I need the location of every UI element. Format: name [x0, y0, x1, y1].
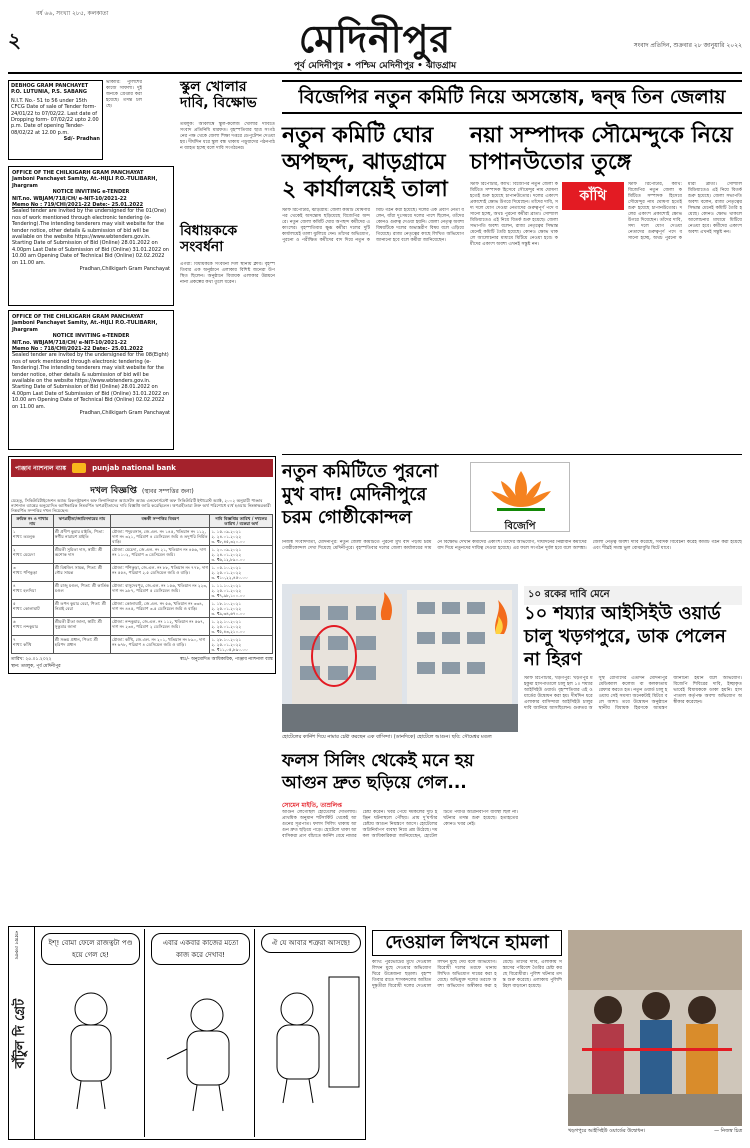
pnb-bank-english: punjab national bank	[92, 464, 176, 472]
pnb-cell-branch	[12, 582, 54, 600]
tender-chilkigarh-1	[8, 166, 174, 306]
tender-chilkigarh-1-addr: Jamboni Panchayet Samity, At.-HIJLI P.O.-TULIBARH, Jhargram	[12, 176, 158, 189]
pnb-notice-sub: (স্থাবর সম্পত্তির জন্য)	[141, 488, 194, 495]
pnb-cell-property: মৌজা: কাঁথি, জে.এল. নং ২০১, খতিয়ান নং ৮৯০, দাগ নং ৬৭৮, পরিমাণ ৪ ডেসিমেল জমি ও বাড়ি।	[111, 636, 210, 654]
pnb-row-number: ৭	[13, 637, 16, 642]
medinipur-headline: নতুন কমিটিতে পুরনো মুখ বাদ! মেদিনীপুরে চরম গোষ্ঠীকোন্দল	[282, 461, 439, 528]
pnb-cell-property: মৌজা: মেচেদা, জে.এল. নং ২১, খতিয়ান নং ৪৫৬, দাগ নং ১১০২, পরিমাণ ৩ ডেসিমেল জমি।	[111, 546, 210, 564]
tender-debhog-sign: Sd/- Pradhan	[63, 136, 100, 143]
bjp-logo	[470, 462, 570, 532]
tender-chilkigarh-1-title: OFFICE OF THE CHILKIGARH GRAM PANCHAYAT	[12, 170, 144, 176]
tender-chilkigarh-1-nit: NIT.no. WBJAM/718/CH/ e-NIT-10/2021-22	[12, 195, 127, 202]
pnb-row-number: ৩	[13, 565, 16, 570]
pnb-row-number: ৪	[13, 583, 16, 588]
tender-chilkigarh-2-title: OFFICE OF THE CHILKIGARH GRAM PANCHAYAT	[12, 314, 144, 320]
tender-chilkigarh-1-memo: Memo No : 719/CHI/2021-22 Date:- 25.01.2022	[12, 202, 144, 209]
bjp-logo-text: বিজেপি	[504, 521, 536, 532]
wall-body: কাঁথি: পুরভোটের মুখে দেওয়াল লিখন মুছে দেওয়ার অভিযোগ ঘিরে উত্তেজনা ছড়াল। বৃহস্পতিবার রাতে শাসকদলের আশ্রিত দুষ্কৃতীরা বিরোধী দলের দেওয়াল লিখন মুছে দেয় বলে অভিযোগ। বিরোধী দলের তরফে থানায় লিখিত অভিযোগ দায়ের করা হয়েছে। অভিযুক্ত দলের তরফে অবশ্য অভিযোগ অস্বীকার করা হয়েছে। তাঁদের দাবি, এলাকায় সন্ত্রাসের পরিবেশ তৈরির চেষ্টা করছে বিরোধীরা। পুলিশ ঘটনার তদন্ত শুরু করেছে। এলাকায় পুলিশি টহল বাড়ানো হয়েছে।	[372, 960, 562, 989]
pnb-notice	[8, 456, 276, 674]
cartoon-panel-2-bubble: এবার একবার কাজের মতো কাজ করে দেখাব!	[151, 933, 250, 965]
pnb-cell-dates: ১. ১৫.০৯.২০২১ ২. ২৪.০১.২০২২ ৩. ₹৮,৪৫,৩২০.০০	[210, 528, 273, 546]
icu-kicker: ১০ রকের দাবি মেনে	[524, 586, 742, 605]
pnb-cell-dates: ১. ১১.১০.২০২১ ২. ২৫.০১.২০২২ ৩. ₹৭,৯৮,১০০.০০	[210, 582, 273, 600]
fire-photo-caption: হোটেলের কার্নিশ দিয়ে নামার চেষ্টা করছেন এক বাসিন্দা। (ডানদিকে) হোটেলে আগুন। ছবি: সৌমেশ্বর মণ্ডল	[282, 734, 492, 740]
pnb-row-branch: শাখা: তমলুক	[13, 534, 35, 539]
fire-headline: ফলস সিলিং থেকেই মনে হয় আগুন দ্রুত ছড়িয়ে গেল...	[282, 751, 474, 793]
pnb-cell-property: মৌজা: নন্দকুমার, জে.এল. নং ১১২, খতিয়ান নং ৫৬৭, দাগ নং ২৩৪, পরিমাণ ২ ডেসিমেল জমি।	[111, 618, 210, 636]
tender-chilkigarh-2	[8, 310, 174, 450]
lead-banner-text: বিজেপির নতুন কমিটি নিয়ে অসন্তোষ, দ্বন্দ্ব তিন জেলায়	[298, 86, 726, 108]
cartoon-panel-3	[257, 929, 365, 1137]
tender-chilkigarh-2-addr: Jamboni Panchayet Samity, At.-HIJLI P.O.-TULIBARH, Jhargram	[12, 320, 158, 333]
pnb-cell-branch	[12, 564, 54, 582]
masthead-title: মেদিনীপুর	[298, 17, 452, 61]
table-row	[12, 546, 273, 564]
icu-photo-caption	[568, 1128, 742, 1134]
school-headline: স্কুল খোলার দাবি, বিক্ষোভ	[180, 79, 257, 111]
icu-photo	[568, 930, 742, 1126]
fire-photo	[282, 584, 518, 732]
pnb-cell-branch	[12, 636, 54, 654]
masthead-regions: পূর্ব মেদিনীপুর • পশ্চিম মেদিনীপুর • ঝাড়গ্রাম	[293, 61, 457, 71]
pnb-row-branch: শাখা: কাঁথি	[13, 642, 32, 647]
tender-chilkigarh-1-sign: Pradhan,Chilkigarh Gram Panchayat	[79, 266, 170, 273]
pnb-row-branch: শাখা: মেচেদা	[13, 552, 35, 557]
tender-debhog-body: N.I.T. No.- 51 to 56 under 15th CFCG Date of sale of Tender form- 24/01/22 to 07/02/22. Last date of Dropping form- 07/02/22 upto 2.00 p.m. Date of opening Tender- 08/02/22 at 12.00 p.m.	[11, 97, 99, 136]
cartoon-panel-3-bubble: ঐ যে আবার শত্রুরা আসছে!	[261, 933, 361, 953]
tender-debhog-title: DEBHOG GRAM PANCHAYET P.O. LUTUNIA, P.S. SABANG	[11, 83, 89, 96]
tender-chilkigarh-1-dates: Starting Date of Submission of Bid (Online) 28.01.2022 on 4.00pm Last Date of Submission of Bid (Online) 31.01.2022 on 10.00 am Opening Date of Technical Bid (Online) 02.02.2022 on 11.00 am.	[12, 240, 169, 266]
tender-chilkigarh-2-notice: NOTICE INVITING e-TENDER	[52, 333, 130, 340]
date-line: সংবাদ প্রতিদিন, শুক্রবার ২৮ জানুয়ারি ২০২২	[633, 42, 742, 49]
pnb-cell-branch	[12, 600, 54, 618]
pnb-cell-borrower: শ্রী তপন কুমার বেরা, পিতা: শ্রী নিমাই বেরা	[53, 600, 110, 618]
pnb-row-branch: শাখা: নন্দকুমার	[13, 624, 39, 629]
cartoon-series-title-text: বাঁটুল দি গ্রেট	[13, 998, 29, 1068]
tender-chilkigarh-2-sign: Pradhan,Chilkigarh Gram Panchayat	[79, 410, 170, 417]
masthead-rule	[8, 72, 742, 74]
pnb-cell-branch	[12, 618, 54, 636]
jhargram-body: স্টাফ রিপোর্টার, ঝাড়গ্রাম: জেলা কমিটি ঘোষণার পর থেকেই অসন্তোষ ছড়িয়েছে বিজেপির অন্দরে। নতুন জেলা কমিটি ঘোর অপছন্দ কর্মীদের একাংশের। বৃহস্পতিবার ক্ষুব্ধ কর্মীরা দলের দুটি কার্যালয়েই তালা ঝুলিয়ে দেন। তাঁদের অভিযোগ, পুরনো ও পরীক্ষিত কর্মীদের বাদ দিয়ে নতুন কমিটি গঠন করা হয়েছে। দলের এক প্রবীণ নেতা বলেন, যাঁরা দুঃসময়ে দলের পাশে ছিলেন, তাঁদের কোনও গুরুত্ব দেওয়া হয়নি। জেলা নেতৃত্ব অবশ্য বিষয়টিকে দলের অভ্যন্তরীণ বিষয় বলে এড়িয়ে গিয়েছে। রাজ্য নেতৃত্বের কাছে লিখিত অভিযোগ জানানো হবে বলে কর্মীরা জানিয়েছেন।	[282, 208, 464, 243]
jhargram-headline: নতুন কমিটি ঘোর অপছন্দ, ঝাড়গ্রামে ২ কার্যালয়েই তালা	[282, 123, 448, 202]
pnb-intro: যেহেতু, সিকিউরিটাইজেশন অ্যান্ড রিকনস্ট্রাকশন অফ ফিনান্সিয়াল অ্যাসেটস অ্যান্ড এনফোর্সমেন্ট অফ সিকিউরিটি ইন্টারেস্ট অ্যাক্ট, ২০০২ অনুযায়ী পাঞ্জাব ন্যাশনাল ব্যাঙ্কের অনুমোদিত আধিকারিক নিম্নবর্ণিত ঋণগ্রহীতাদের দাবি বিজ্ঞপ্তি জারি করেছিলেন। ঋণগ্রহীতারা উক্ত অর্থ পরিশোধে ব্যর্থ হওয়ায় নিম্নস্বাক্ষরকারী নিম্নবর্ণিত সম্পত্তির দখল নিয়েছেন।	[11, 498, 271, 513]
pnb-cell-property: মৌজা: পদুমবসান, জে.এল. নং ১৪৫, খতিয়ান নং ১১২, দাগ নং ৩২১, পরিমাণ ৪ ডেসিমেল জমি ও তদুপরি নির্মিত বাড়ি।	[111, 528, 210, 546]
pnb-row-number: ১	[13, 529, 16, 534]
school-body: তমলুক: অবিলম্বে স্কুল-কলেজ খোলার দাবিতে সংবাদ প্রতিনিধি মারফত। বৃহস্পতিবার ছাত্র সংগঠনের পক্ষ থেকে জেলা শিক্ষা দপ্তরে ডেপুটেশন দেওয়া হয়। দীর্ঘদিন ধরে স্কুল বন্ধ থাকায় পড়ুয়াদের পঠনপাঠন ব্যাহত হচ্ছে বলে দাবি সংগঠনের।	[180, 122, 275, 151]
fire-body: আগুন লেগেছিল হোটেলের দোতলায়। প্রাথমিক অনুমান শর্টসার্কিট থেকেই আগুনের সূত্রপাত। ফলস সিলিং থাকায় আগুন দ্রুত ছড়িয়ে পড়ে। হোটেলে থাকা আবাসিকরা প্রাণ বাঁচাতে কার্নিশ বেয়ে নামার চেষ্টা করেন। খবর পেয়ে দমকলের দুটি ইঞ্জিন ঘটনাস্থলে পৌঁছয়। প্রায় দু’ঘণ্টার চেষ্টায় আগুন নিয়ন্ত্রণে আসে। হোটেলের অগ্নিনির্বাপণ ব্যবস্থা নিয়ে প্রশ্ন উঠেছে। দমকল আধিকারিকরা জানিয়েছেন, হোটেলটিতে পর্যাপ্ত অগ্নিনির্বাপণ ব্যবস্থা ছিল না। ঘটনার তদন্ত শুরু হয়েছে। হতাহতের কোনও খবর নেই।	[282, 810, 518, 839]
left-column-text: ভাকারি: পুলিশের কাজে সাফল্য। দুই জনকে গ্রেপ্তার করা হয়েছে। তদন্ত চলছে।	[106, 80, 142, 109]
cartoon-character-icon	[37, 969, 145, 1119]
cartoon-character-icon	[147, 969, 255, 1119]
pnb-cell-property: মৌজা: পাঁশকুড়া, জে.এল. নং ৮৮, খতিয়ান নং ৭৭৮, দাগ নং ৫৫৪, পরিমাণ ২.৫ ডেসিমেল জমি ও বাড়ি।	[111, 564, 210, 582]
pnb-cell-property: মৌজা: কোলাঘাট, জে.এল. নং ৫৬, খতিয়ান নং ৩৩৪, দাগ নং ৪৪৫, পরিমাণ ৩.৫ ডেসিমেল জমি ও বাড়ি।	[111, 600, 210, 618]
kanthi-tag-text: কাঁথি	[579, 188, 607, 204]
pnb-header	[11, 459, 273, 477]
pnb-col-header: ঋণগ্রহীতা/জামিনদারের নাম	[53, 515, 110, 528]
kanthi-tag	[562, 182, 624, 210]
lotus-icon	[471, 463, 571, 515]
table-row	[12, 582, 273, 600]
fire-building-illustration	[282, 584, 518, 732]
table-row	[12, 636, 273, 654]
bishayak-body: এগরা: বিধায়ককে সংবর্ধনা দিল স্থানীয় ক্লাব। বৃহস্পতিবার এক অনুষ্ঠানে এলাকার বিশিষ্ট জনেরা উপস্থিত ছিলেন। অনুষ্ঠানে বিধায়ক এলাকার উন্নয়নে নানা প্রকল্পের কথা তুলে ধরেন।	[180, 262, 275, 285]
tender-chilkigarh-1-body: Sealed tender are invited by the undersigned for the 01(One) nos of work mentioned through electronic tendering (e-Tendering).The intending tenderers may visit website for the tender notice, other details & submission of bid will be available on the website https://www.wbtenders.gov.in.	[12, 208, 167, 241]
cartoon-panel-1	[37, 929, 145, 1137]
pnb-cell-borrower: শ্রী প্রদীপ কুমার মাইতি, পিতা: স্বর্গীয় নারায়ণ মাইতি	[53, 528, 110, 546]
pnb-row-number: ২	[13, 547, 16, 552]
pnb-cell-borrower: শ্রীমতী সুমিতা দাস, স্বামী: শ্রী অশোক দাস	[53, 546, 110, 564]
tender-chilkigarh-2-memo: Memo No : 718/CHI/2021-22 Date:- 25.01.2022	[12, 346, 144, 353]
icu-body: স্টাফ রিপোর্টার, খড়গপুর: খড়গপুর মহকুমা হাসপাতালে চালু হল ১০ শয্যার আইসিইউ ওয়ার্ড। বৃহস্পতিবার এই ওয়ার্ডের উদ্বোধন করা হয়। দীর্ঘদিন ধরে এলাকার বাসিন্দারা আইসিইউ চালুর দাবি জানিয়ে আসছিলেন। গুরুতর অসুস্থ রোগীদের এতদিন মেদিনীপুর মেডিক্যাল কলেজ বা কলকাতায় রেফার করতে হত। নতুন ওয়ার্ড চালু হওয়ায় সেই সমস্যা অনেকটাই মিটবে বলে আশা। তবে উদ্বোধন অনুষ্ঠানে স্থানীয় বিধায়ক হিরণকে আমন্ত্রণ জানানো হয়নি বলে অভিযোগ। বিজেপি শিবিরের দাবি, ইচ্ছাকৃতভাবেই বিধায়ককে ডাকা হয়নি। হাসপাতাল কর্তৃপক্ষ অবশ্য অভিযোগ অস্বীকার করেছেন।	[524, 676, 742, 711]
pnb-row-number: ৬	[13, 619, 16, 624]
pnb-row-branch: শাখা: কোলাঘাট	[13, 606, 40, 611]
cartoon-panel-1-bubble: ইশ্! বোমা ফেলে রাজত্বটা পণ্ড হয়ে গেল হে!	[41, 933, 140, 965]
fire-byline: সোমেন মাইতি, তাম্রলিপ্ত	[282, 802, 342, 809]
pnb-footer-sign: স্বাঃ/- অনুমোদিত আধিকারিক, পাঞ্জাব ন্যাশনাল ব্যাঙ্ক	[179, 657, 273, 662]
pnb-row-number: ৫	[13, 601, 16, 606]
pnb-cell-dates: ১. ২৮.১০.২০২১ ২. ২৫.০১.২০২২ ৩. ₹১১,০৫,৮৯০.০০	[210, 636, 273, 654]
icu-photo-credit: — নিজস্ব চিত্র	[714, 1128, 742, 1134]
pnb-cell-dates: ১. ২০.০৯.২০২১ ২. ২৪.০১.২০২২ ৩. ₹৬,১২,৮৯০.০০	[210, 546, 273, 564]
pnb-cell-borrower: শ্রীমতী রীতা জানা, স্বামী: শ্রী সুকুমার জানা	[53, 618, 110, 636]
kanthi-headline: নয়া সম্পাদক সৌমেন্দুকে নিয়ে চাপানউতোর তুঙ্গে	[470, 123, 733, 175]
pnb-row-branch: শাখা: হলদিয়া	[13, 588, 36, 593]
tender-debhog	[8, 80, 103, 160]
pnb-cell-branch	[12, 528, 54, 546]
kanthi-body-col2: স্টাফ রিপোর্টার, কাঁথি: বিজেপির নতুন জেলা কমিটিতে সম্পাদক হিসেবে সৌমেন্দুর নাম ঘোষণা হতেই শুরু হয়েছে চাপানউতোর। দলের একাংশ প্রকাশ্যেই ক্ষোভ উগরে দিয়েছেন। তাঁদের দাবি, সদ্য দলে যোগ দেওয়া নেতাদের গুরুত্বপূর্ণ পদে বসানো হচ্ছে, অথচ পুরনো কর্মীরা ব্রাত্য। সোশ্যাল মিডিয়াতেও এই নিয়ে বিতর্ক শুরু হয়েছে। জেলা সভাপতি অবশ্য বলেন, রাজ্য নেতৃত্বের সিদ্ধান্ত মেনেই কমিটি তৈরি হয়েছে। কোনও ক্ষোভ থাকলে আলোচনার মাধ্যমে মিটিয়ে নেওয়া হবে। কর্মীদের একাংশ অবশ্য এখনই সন্তুষ্ট নন।	[628, 182, 742, 241]
pnb-logo-icon	[72, 463, 86, 473]
medinipur-body: নিজস্ব সংবাদদাতা, মেদিনীপুর: নতুন জেলা কমিটিতে পুরনো মুখ বাদ পড়ায় চরম গোষ্ঠীকোন্দল দেখা দিয়েছে মেদিনীপুরে। বৃহস্পতিবার দলের জেলা কার্যালয়ের সামনে বিক্ষোভ দেখান কর্মীদের একাংশ। তাঁদের অভিযোগ, দীর্ঘদিনের নিষ্ঠাবান কর্মীদের বাদ দিয়ে নতুনদের দায়িত্ব দেওয়া হয়েছে। এর ফলে সংগঠন দুর্বল হবে বলে আশঙ্কা। জেলা নেতৃত্ব অবশ্য দাবি করেছে, সবদিক বিবেচনা করেই কমিটি গঠন করা হয়েছে এবং শীঘ্রই সমস্ত ভুল বোঝাবুঝি মিটে যাবে।	[282, 540, 742, 551]
pnb-col-header: বন্ধকী সম্পত্তির বিবরণ	[111, 515, 210, 528]
tender-chilkigarh-1-notice: NOTICE INVITING e-TENDER	[52, 189, 130, 196]
icu-inauguration-illustration	[568, 930, 742, 1126]
pnb-footer-place: তারিখ: ২৫.০১.২০২২ স্থান: তমলুক, পূর্ব মেদিনীপুর	[11, 657, 61, 669]
table-row	[12, 528, 273, 546]
pnb-cell-dates: ১. ০৫.১০.২০২১ ২. ২৫.০১.২০২২ ৩. ₹১০,২২,৪৫০.০০	[210, 564, 273, 582]
pnb-cell-borrower: শ্রী বিশ্বজিৎ সামন্ত, পিতা: শ্রী গৌর সামন্ত	[53, 564, 110, 582]
tender-chilkigarh-2-nit: NIT.no. WBJAM/718/CH/ e-NIT-10/2021-22	[12, 339, 127, 346]
table-row	[12, 618, 273, 636]
cartoon-character-icon	[257, 957, 365, 1107]
cartoon-credit: নারায়ণ দেবনাথ	[13, 931, 18, 960]
pnb-cell-property: মৌজা: বাসুদেবপুর, জে.এল. নং ১৫৬, খতিয়ান নং ২২৩, দাগ নং ৯৮৭, পরিমাণ ৫ ডেসিমেল জমি।	[111, 582, 210, 600]
pnb-cell-dates: ১. ২২.১০.২০২১ ২. ২৫.০১.২০২২ ৩. ₹৫,৪৩,২১০.০০	[210, 618, 273, 636]
tender-chilkigarh-2-dates: Starting Date of Submission of Bid (Online) 28.01.2022 on 4.00pm Last Date of Submission of Bid (Online) 31.01.2022 on 10.00 am Opening Date of Technical Bid (Online) 02.02.2022 on 11.00 am.	[12, 384, 169, 410]
tender-chilkigarh-2-body: Sealed tender are invited by the undersigned for the 08(Eight) nos of work mentioned through electronic tendering (e-Tendering).The intending tenderers may visit website for the tender notice, other details & submission of bid will be available on the website https://www.wbtenders.gov.in.	[12, 352, 169, 385]
pnb-row-branch: শাখা: পাঁশকুড়া	[13, 570, 38, 575]
lead-divider	[282, 454, 742, 455]
table-row	[12, 564, 273, 582]
icu-headline: ১০ শয্যার আইসিইউ ওয়ার্ড চালু খড়গপুরে, ডাক পেলেন না হিরণ	[524, 603, 726, 670]
icu-photo-caption-text: খড়গপুরে আইসিইউ ওয়ার্ডের উদ্বোধন।	[568, 1128, 646, 1134]
pnb-cell-dates: ১. ১৮.১০.২০২১ ২. ২৫.০১.২০২২ ৩. ₹৯,৩৪,৬৭০.০০	[210, 600, 273, 618]
edition-info: বর্ষ ৬৬, সংখ্যা ২৮৫, কলকাতা	[36, 10, 109, 17]
pnb-table	[11, 514, 273, 654]
lead-banner	[282, 80, 742, 114]
pnb-col-header: ক্রমিক নং ও শাখার নাম	[12, 515, 54, 528]
page-number: ২	[8, 28, 22, 52]
wall-headline: দেওয়াল লিখনে হামলা	[372, 930, 562, 956]
pnb-cell-borrower: শ্রী রাজু মণ্ডল, পিতা: শ্রী কার্তিক মণ্ডল	[53, 582, 110, 600]
cartoon-strip	[8, 926, 366, 1140]
cartoon-panel-2	[147, 929, 255, 1137]
pnb-notice-title: দখল বিজ্ঞপ্তি	[90, 486, 137, 496]
table-row	[12, 600, 273, 618]
kanthi-body-col1: স্টাফ রিপোর্টার, কাঁথি: বিজেপির নতুন জেলা কমিটিতে সম্পাদক হিসেবে সৌমেন্দুর নাম ঘোষণা হতেই শুরু হয়েছে চাপানউতোর। দলের একাংশ প্রকাশ্যেই ক্ষোভ উগরে দিয়েছেন। তাঁদের দাবি, সদ্য দলে যোগ দেওয়া নেতাদের গুরুত্বপূর্ণ পদে বসানো হচ্ছে, অথচ পুরনো কর্মীরা ব্রাত্য। সোশ্যাল মিডিয়াতেও এই নিয়ে বিতর্ক শুরু হয়েছে। জেলা সভাপতি অবশ্য বলেন, রাজ্য নেতৃত্বের সিদ্ধান্ত মেনেই কমিটি তৈরি হয়েছে। কোনও ক্ষোভ থাকলে আলোচনার মাধ্যমে মিটিয়ে নেওয়া হবে। কর্মীদের একাংশ অবশ্য এখনই সন্তুষ্ট নন।	[470, 182, 558, 247]
pnb-bank-bengali: পাঞ্জাব ন্যাশনাল ব্যাঙ্ক	[15, 464, 67, 472]
pnb-cell-borrower: শ্রী সঞ্জয় প্রধান, পিতা: শ্রী হরিপদ প্রধান	[53, 636, 110, 654]
pnb-col-header: দাবি বিজ্ঞপ্তির তারিখ / দখলের তারিখ / বকেয়া অর্থ	[210, 515, 273, 528]
pnb-cell-branch	[12, 546, 54, 564]
bishayak-headline: বিধায়ককে সংবর্ধনা	[180, 223, 238, 255]
